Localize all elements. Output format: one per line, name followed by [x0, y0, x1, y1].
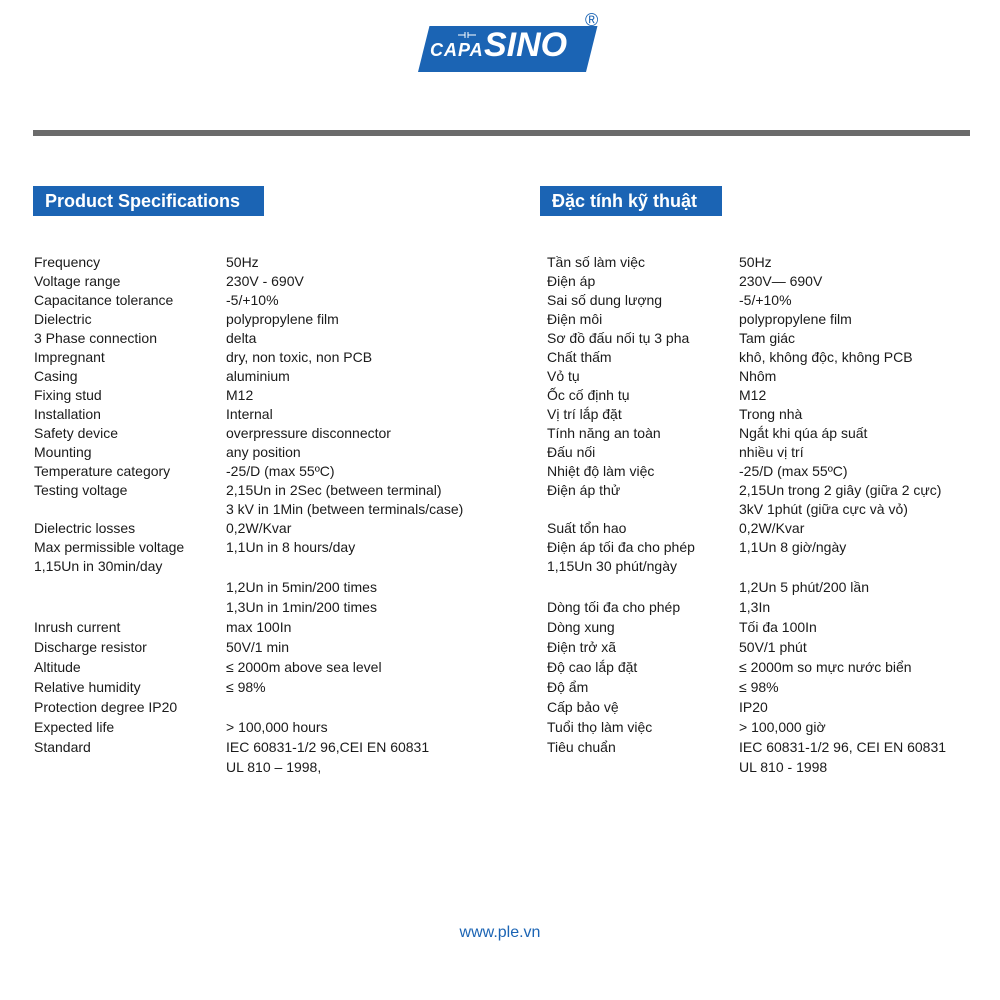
spec-value: polypropylene film [739, 311, 852, 327]
spec-label: Dòng xung [547, 619, 615, 635]
spec-value: 0,2W/Kvar [226, 520, 292, 536]
heading-dac-tinh-ky-thuat: Đặc tính kỹ thuật [540, 186, 722, 216]
spec-value: 230V - 690V [226, 273, 304, 289]
spec-label: Altitude [34, 659, 81, 675]
spec-value: max 100In [226, 619, 292, 635]
spec-label: Frequency [34, 254, 101, 270]
spec-label: Cấp bảo vệ [547, 699, 619, 715]
spec-value: IP20 [739, 699, 768, 715]
spec-value: M12 [739, 387, 767, 403]
logo-prefix: CAPA [430, 40, 484, 60]
spec-value: 1,1Un in 8 hours/day [226, 539, 356, 555]
spec-label: Chất thấm [547, 349, 612, 365]
capasino-logo [418, 10, 608, 66]
spec-label: Installation [34, 406, 101, 422]
spec-label: Dielectric losses [34, 520, 136, 536]
spec-label: Điện áp [547, 273, 596, 289]
spec-label: 1,15Un 30 phút/ngày [547, 558, 677, 574]
spec-label: Inrush current [34, 619, 121, 635]
spec-label: Đấu nối [547, 444, 596, 460]
spec-value: any position [226, 444, 301, 460]
spec-label: Voltage range [34, 273, 121, 289]
spec-value: Tam giác [739, 330, 796, 346]
spec-label: 1,15Un in 30min/day [34, 558, 163, 574]
spec-value: 1,2Un in 5min/200 times [226, 579, 377, 595]
spec-value: IEC 60831-1/2 96,CEI EN 60831 [226, 739, 430, 755]
spec-value: Ngắt khi qúa áp suất [739, 425, 868, 441]
spec-label: Max permissible voltage [34, 539, 185, 555]
spec-label: Điện trở xã [547, 639, 617, 655]
spec-label: Điện áp thử [547, 482, 621, 498]
spec-label: Mounting [34, 444, 92, 460]
spec-label: Testing voltage [34, 482, 128, 498]
spec-label: Expected life [34, 719, 115, 735]
spec-label: Độ cao lắp đặt [547, 659, 638, 675]
registered-mark: ® [585, 10, 599, 30]
spec-label: Tính năng an toàn [547, 425, 661, 441]
spec-label: Fixing stud [34, 387, 102, 403]
spec-value: dry, non toxic, non PCB [226, 349, 373, 365]
spec-value: 3kV 1phút (giữa cực và vỏ) [739, 501, 908, 517]
spec-value: 3 kV in 1Min (between terminals/case) [226, 501, 464, 517]
spec-label: Sai số dung lượng [547, 292, 663, 308]
website-url: www.ple.vn [459, 924, 541, 941]
spec-label: Tuổi thọ làm việc [547, 719, 653, 735]
spec-value: -25/D (max 55ºC) [739, 463, 848, 479]
spec-value: ≤ 98% [739, 679, 779, 695]
spec-label: 3 Phase connection [34, 330, 157, 346]
spec-value: ≤ 2000m so mực nước biển [739, 659, 912, 675]
spec-label: Nhiệt độ làm việc [547, 463, 655, 479]
spec-value: IEC 60831-1/2 96, CEI EN 60831 [739, 739, 947, 755]
spec-value: khô, không độc, không PCB [739, 349, 913, 365]
spec-label: Tiêu chuẩn [547, 739, 616, 755]
spec-value: 50V/1 min [226, 639, 290, 655]
spec-label: Vị trí lắp đặt [547, 406, 622, 422]
spec-value: M12 [226, 387, 254, 403]
spec-value: > 100,000 hours [226, 719, 328, 735]
spec-value: Nhôm [739, 368, 777, 384]
spec-label: Capacitance tolerance [34, 292, 174, 308]
spec-label: Ốc cố định tụ [547, 387, 630, 403]
spec-value: > 100,000 giờ [739, 719, 826, 735]
spec-label: Suất tổn hao [547, 520, 627, 536]
spec-label: Standard [34, 739, 91, 755]
spec-value: 2,15Un in 2Sec (between terminal) [226, 482, 442, 498]
spec-label: Độ ẩm [547, 679, 589, 695]
spec-label: Impregnant [34, 349, 105, 365]
spec-label: Safety device [34, 425, 119, 441]
spec-value: ≤ 98% [226, 679, 266, 695]
spec-value: UL 810 – 1998, [226, 759, 322, 775]
spec-value: 1,3In [739, 599, 771, 615]
spec-label: Dielectric [34, 311, 92, 327]
spec-value: -5/+10% [739, 292, 792, 308]
spec-value: Trong nhà [739, 406, 803, 422]
spec-label: Relative humidity [34, 679, 141, 695]
spec-value: 50Hz [739, 254, 772, 270]
spec-label: Casing [34, 368, 78, 384]
spec-value: ≤ 2000m above sea level [226, 659, 382, 675]
spec-value: nhiều vị trí [739, 444, 804, 460]
spec-label: Tần số làm việc [547, 254, 646, 270]
spec-value: 50V/1 phút [739, 639, 807, 655]
spec-label: Discharge resistor [34, 639, 147, 655]
spec-label: Điện áp tối đa cho phép [547, 539, 695, 555]
spec-label: Protection degree IP20 [34, 699, 178, 715]
spec-value: Internal [226, 406, 273, 422]
spec-value: overpressure disconnector [226, 425, 391, 441]
spec-label: Vỏ tụ [547, 368, 580, 384]
spec-value: 230V— 690V [739, 273, 823, 289]
heading-product-specifications: Product Specifications [33, 186, 264, 216]
spec-value: aluminium [226, 368, 290, 384]
spec-value: 0,2W/Kvar [739, 520, 805, 536]
spec-value: 1,3Un in 1min/200 times [226, 599, 377, 615]
spec-value: polypropylene film [226, 311, 339, 327]
spec-value: -5/+10% [226, 292, 279, 308]
spec-value: delta [226, 330, 257, 346]
spec-value: 1,1Un 8 giờ/ngày [739, 539, 847, 555]
capacitor-icon [458, 32, 476, 38]
spec-label: Sơ đồ đấu nối tụ 3 pha [547, 330, 690, 346]
spec-value: Tối đa 100In [739, 619, 817, 635]
spec-value: UL 810 - 1998 [739, 759, 828, 775]
spec-value: -25/D (max 55ºC) [226, 463, 335, 479]
header-divider [33, 130, 970, 136]
spec-value: 1,2Un 5 phút/200 lần [739, 579, 869, 595]
spec-label: Dòng tối đa cho phép [547, 599, 681, 615]
spec-label: Temperature category [34, 463, 171, 479]
spec-value: 2,15Un trong 2 giây (giữa 2 cực) [739, 482, 942, 498]
spec-label: Điện môi [547, 311, 603, 327]
spec-value: 50Hz [226, 254, 259, 270]
logo-name: SINO [484, 26, 568, 64]
